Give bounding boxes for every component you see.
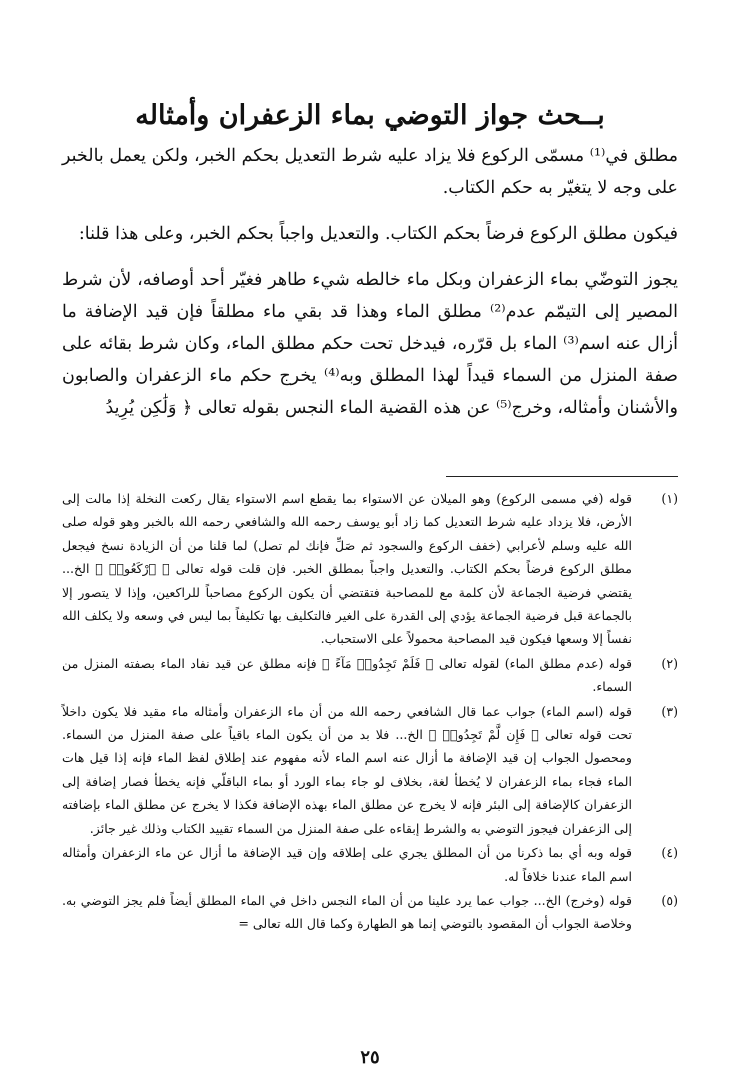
- footnotes: [62, 487, 678, 937]
- paragraph-2: فيكون مطلق الركوع فرضاً بحكم الكتاب. والتعديل واجباً بحكم الخبر، وعلى هذا قلنا:: [78, 224, 678, 244]
- footnote-5: [62, 889, 678, 936]
- footnote-4: [62, 841, 678, 888]
- paragraph-1: مطلق في⁽¹⁾ مسمّى الركوع فلا يزاد عليه شرط التعديل بحكم الخبر، ولكن يعمل بالخبر على وجه لا يتغيّر به حكم الكتاب.: [62, 146, 678, 198]
- footnote-3: [62, 700, 678, 840]
- footnote-number: (٤): [661, 845, 678, 861]
- page-number: ٢٥: [360, 1047, 380, 1068]
- main-text: [62, 140, 678, 430]
- footnote-text: قوله (اسم الماء) جواب عما قال الشافعي رحمه الله من أن ماء الزعفران وأمثاله ماء مقيد فلا يكون داخلاً تحت قوله تعالى ﴿ فَإِن لَّمْ تَجِدُوا۟ ﴾ الخ... فلا بد من أن يكون الماء باقياً على صفة المنزل من السماء. ومحصول الجواب إن قيد الإضافة ما أزال عنه اسم الماء لأنه مفهوم عند إطلاق لفظ الماء فإنه إذا قيل هات الماء فجاء بماء الزعفران لا يُخطأ لغة، بخلاف لو جاء بماء الورد أو بماء الباقلّي فإنه يخطأ فصار إضافة إلى الزعفران كالإضافة إلى البئر فإنه لا يخرج عن مطلق الماء بهذه الإضافة فكذا لا يخرج عن مطلق الماء بإضافته إلى الزعفران فيجوز التوضي به والشرط إبقاءه على صفة المنزل من السماء تقييد الكتاب وذلك غير جائز.: [62, 703, 632, 836]
- footnote-number: (٣): [661, 703, 678, 719]
- footnote-number: (٥): [661, 892, 678, 908]
- footnote-2: [62, 652, 678, 699]
- footnote-separator: [446, 476, 678, 477]
- footnote-text: قوله (عدم مطلق الماء) لقوله تعالى ﴿ فَلَمْ تَجِدُوا۟ مَآءً ﴾ فإنه مطلق عن قيد نفاد الماء بصفته المنزل من السماء.: [62, 655, 632, 695]
- footnote-number: (١): [661, 491, 678, 506]
- footnote-text: قوله وبه أي بما ذكرنا من أن المطلق يجري على إطلاقه وإن قيد الإضافة ما أزال عن ماء الزعفران وأمثاله اسم الماء عندنا خلافاً له.: [62, 845, 632, 884]
- paragraph-3: يجوز التوضّي بماء الزعفران وبكل ماء خالطه شيء طاهر فغيّر أحد أوصافه، لأن شرط المصير إلى التيمّم عدم⁽²⁾ مطلق الماء وهذا قد بقي ماء مطلقاً فإن قيد الإضافة ما أزال عنه اسم⁽³⁾ الماء بل قرّره، فيدخل تحت حكم مطلق الماء، وكان شرط بقائه على صفة المنزل من السماء قيداً لهذا المطلق وبه⁽⁴⁾ يخرج حكم ماء الزعفران والصابون والأشنان وأمثاله، وخرج⁽⁵⁾ عن هذه القضية الماء النجس بقوله تعالى ﴿ وَلَٰكِن يُرِيدُ: [62, 270, 678, 418]
- document-page: [62, 0, 678, 1092]
- footnote-number: (٢): [661, 655, 678, 671]
- footnote-text: قوله (في مسمى الركوع) وهو الميلان عن الاستواء بما يقطع اسم الاستواء يقال ركعت النخلة إذا مالت إلى الأرض، فلا يزداد عليه شرط التعديل كما زاد أبو يوسف رحمه الله والشافعي رحمه الله بالخبر وهو قوله صلى الله عليه وسلم لأعرابي (خفف الركوع والسجود ثم صَلِّ فإنك لم تصل) لما قلنا من أن الزيادة نسخ فيجعل مطلق الركوع فرضاً بحكم الكتاب. والتعديل واجباً بمطلق الخبر. فإن قلت قوله تعالى ﴿ ٱرْكَعُوا۟ ﴾ الخ... يقتضي فرضية الجماعة لأن كلمة مع للمصاحبة فتقتضي أن يكون الركوع مصاحباً للراكعين، وإذا لا يتصور إلا بالجماعة قبل فرضية الجماعة يؤدي إلى القدرة على الغير فالتكليف بها تكليفاً بما ليس في وسعه ولا يكلف الله نفساً إلا وسعها فيكون قيد المصاحبة محمولاً على الاستحباب.: [62, 491, 632, 647]
- footnote-1: [62, 487, 678, 651]
- chapter-title: بــحث جواز التوضي بماء الزعفران وأمثاله: [135, 100, 605, 132]
- footnote-text: قوله (وخرج) الخ... جواب عما يرد علينا من أن الماء النجس داخل في الماء المطلق أيضاً فلم يجز التوضي به. وخلاصة الجواب أن المقصود بالتوضي إنما هو الطهارة وكما قال الله تعالى =: [62, 892, 632, 932]
